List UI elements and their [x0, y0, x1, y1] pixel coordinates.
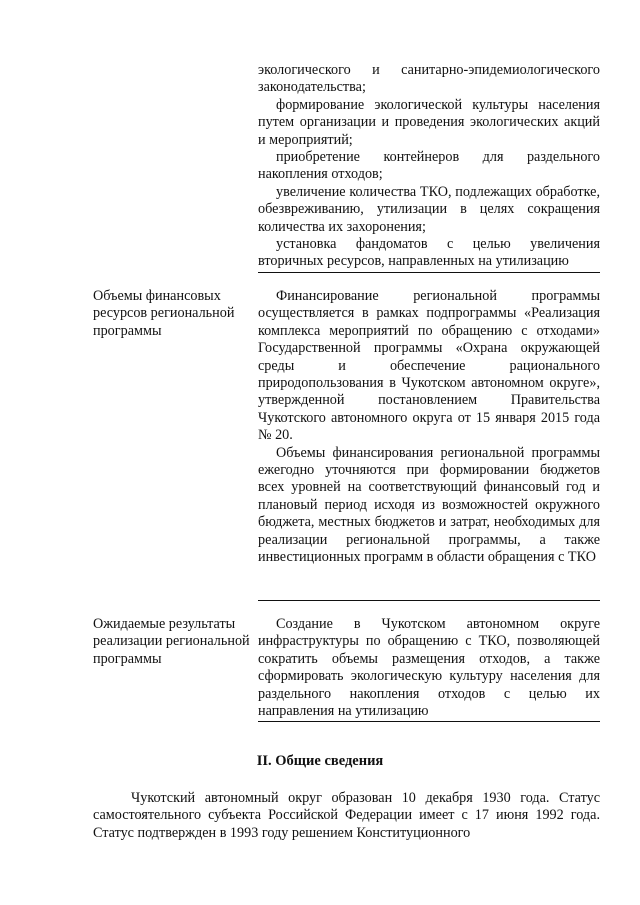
cell-divider: [258, 721, 600, 722]
results-paragraph: Создание в Чукотском автономном округе инфраструктуры по обращению с ТКО, позволяющей сократить объемы размещения отходов, а также сформировать экологическую культуру населения для раздельного накопления отходов с целью их направления на утилизацию: [258, 616, 600, 720]
row-content-financing: [258, 288, 600, 567]
objective-paragraph: установка фандоматов с целью увеличения вторичных ресурсов, направленных на утилизацию: [258, 236, 600, 270]
cell-divider: [258, 600, 600, 601]
section-title: II. Общие сведения: [256, 753, 384, 769]
objective-paragraph: формирование экологической культуры населения путем организации и проведения экологических акций и мероприятий;: [258, 96, 600, 148]
financing-paragraph: Финансирование региональной программы осуществляется в рамках подпрограммы «Реализация комплекса мероприятий по обращению с отходами» Государственной программы «Охрана окружающей среды и обеспечение рационального природопользования в Чукотском автономном округе», утвержденной постановлением Правительства Чукотского автономного округа от 15 января 2015 года № 20.: [258, 288, 600, 444]
cell-divider: [258, 272, 600, 273]
objective-paragraph: приобретение контейнеров для раздельного накопления отходов;: [258, 149, 600, 183]
objective-paragraph: экологического и санитарно-эпидемиологического законодательства;: [258, 62, 600, 96]
body-paragraph: Чукотский автономный округ образован 10 декабря 1930 года. Статус самостоятельного субъекта Российской Федерации имеет с 17 июня 1992 года. Статус подтвержден в 1993 году решением Конституционного: [93, 790, 600, 841]
section-body: [93, 790, 600, 842]
financing-paragraph: Объемы финансирования региональной программы ежегодно уточняются при формировании бюджетов всех уровней на соответствующий финансовый год и плановый период исходя из возможностей окружного бюджета, местных бюджетов и затрат, необходимых для реализации региональной программы, а также инвестиционных программ в области обращения с ТКО: [258, 444, 600, 566]
objectives-continuation: [258, 62, 600, 271]
objective-paragraph: увеличение количества ТКО, подлежащих обработке, обезвреживанию, утилизации в целях сокращения количества их захоронения;: [258, 183, 600, 235]
row-label-results: Ожидаемые результаты реализации региональной программы: [93, 616, 250, 667]
row-content-results: [258, 616, 600, 720]
row-label-financing: Объемы финансовых ресурсов региональной программы: [93, 288, 235, 339]
